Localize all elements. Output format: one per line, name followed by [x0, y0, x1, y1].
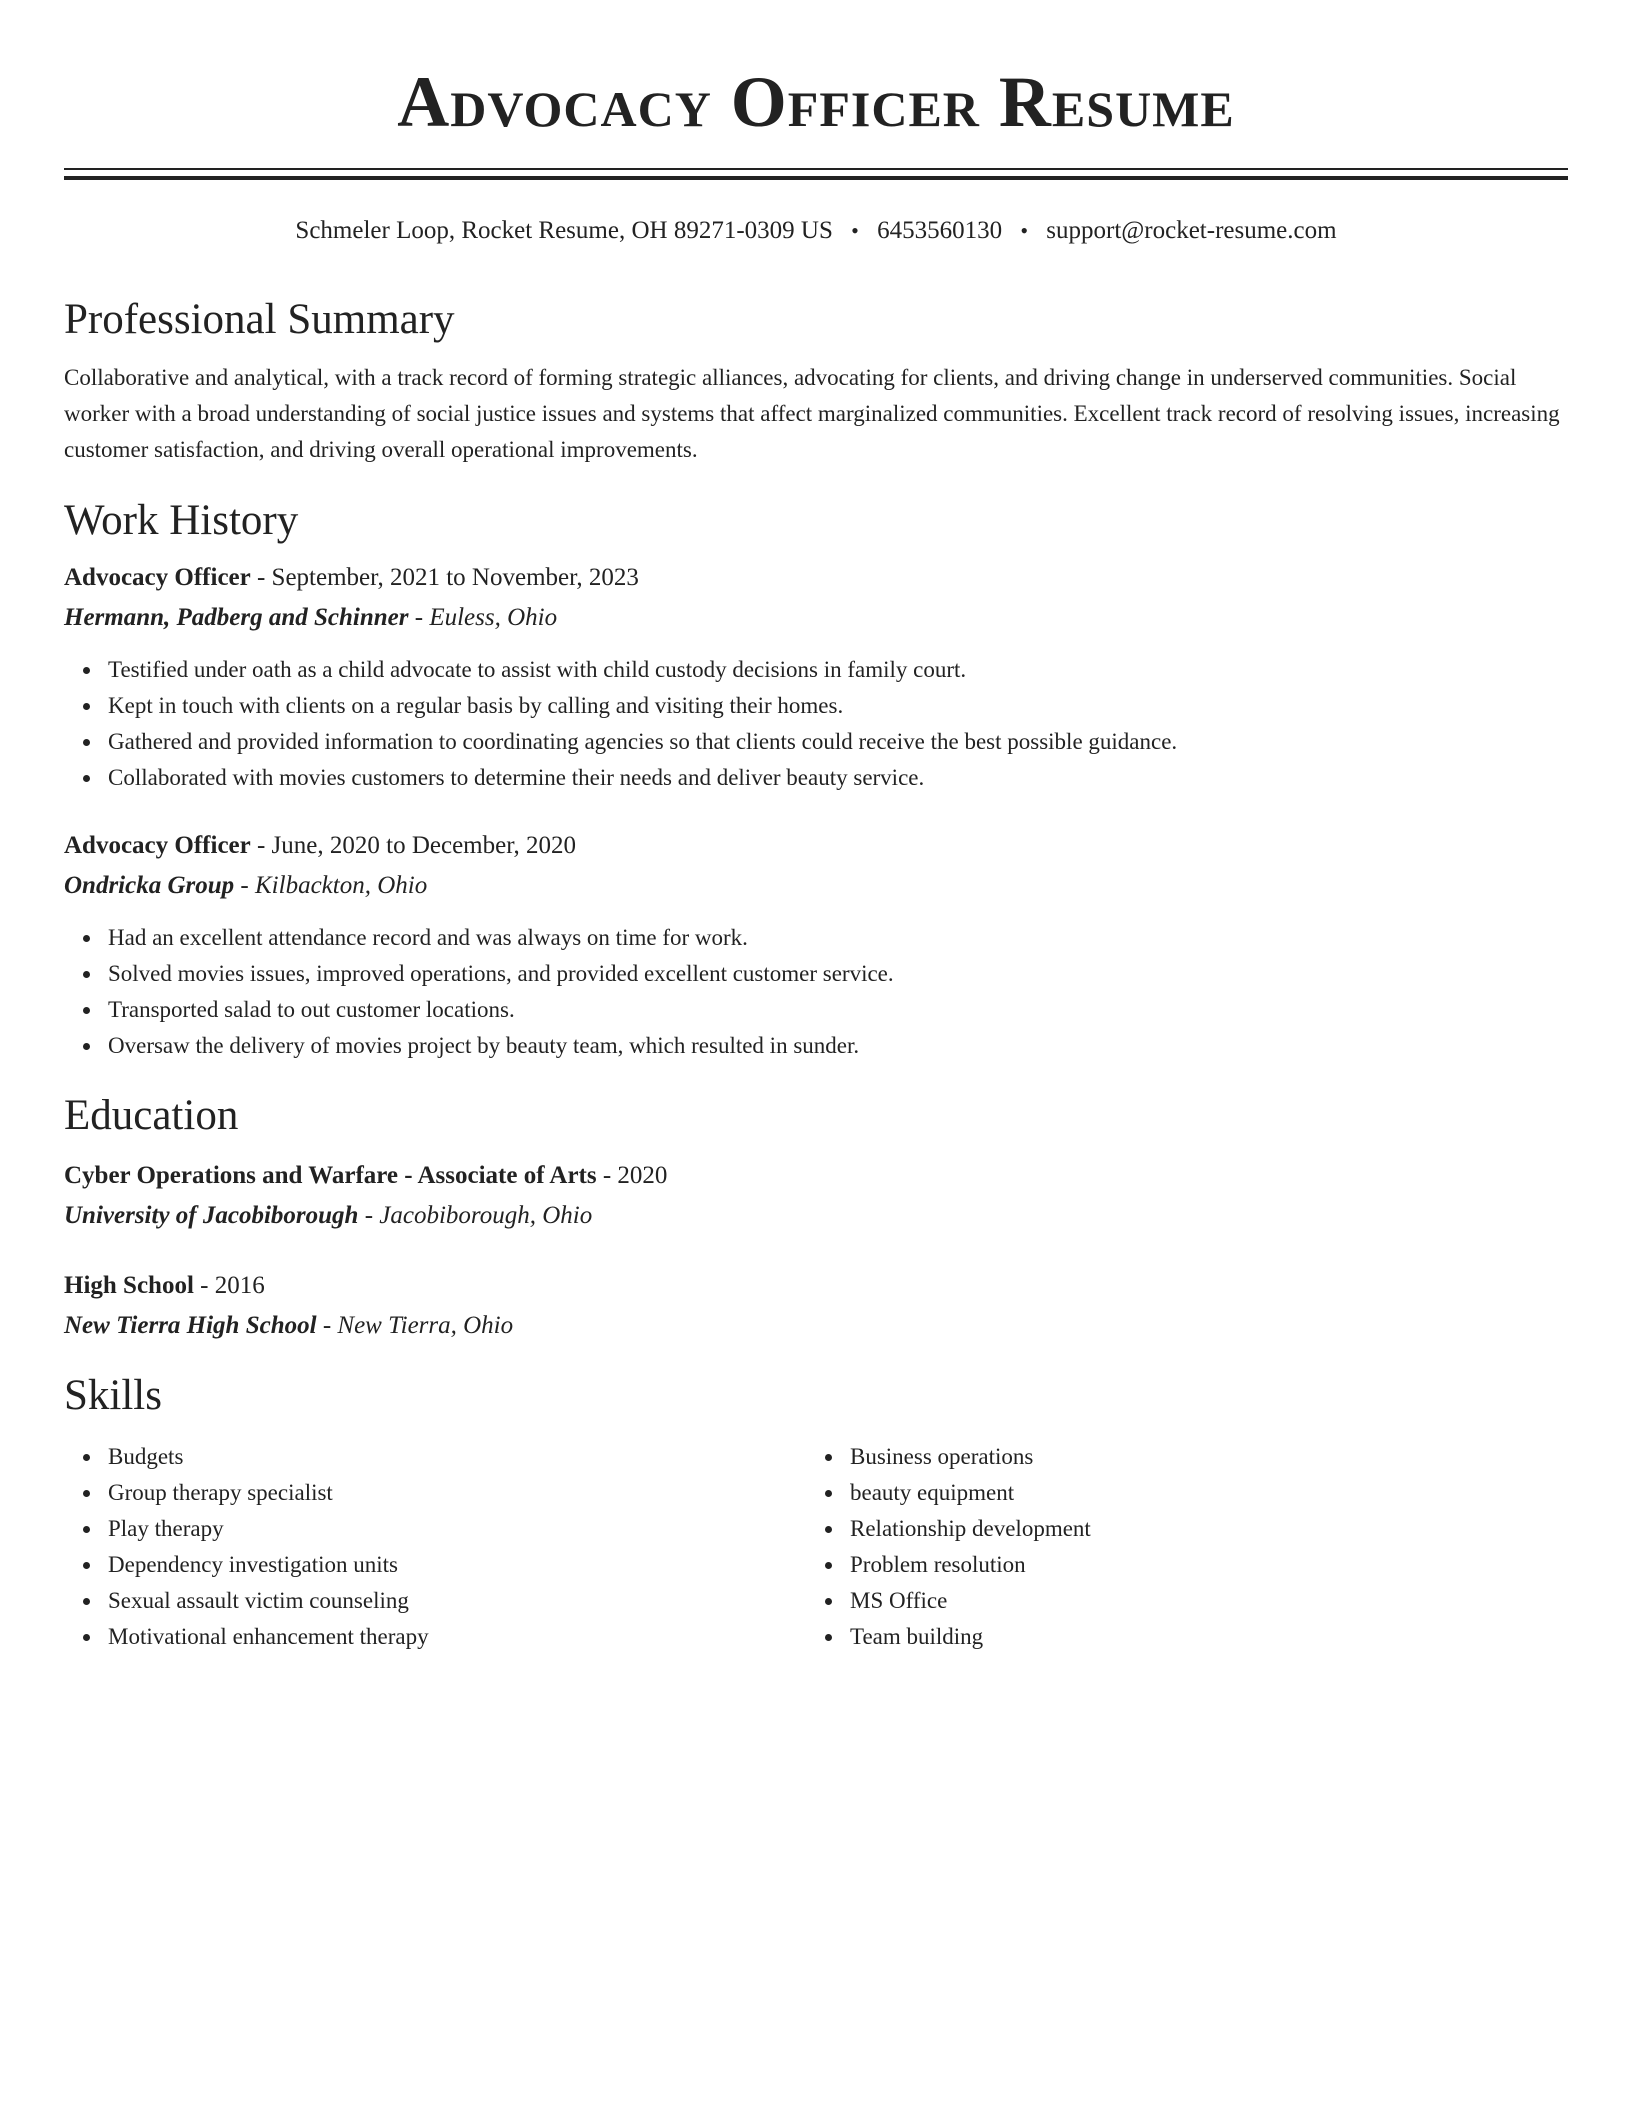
skill-item: Dependency investigation units	[108, 1547, 806, 1583]
skill-item: MS Office	[850, 1583, 1548, 1619]
education-location: - Jacobiborough, Ohio	[358, 1201, 593, 1229]
job-company-line	[64, 598, 1568, 638]
skill-item: Budgets	[108, 1439, 806, 1475]
skill-item: Motivational enhancement therapy	[108, 1619, 806, 1655]
skill-item: beauty equipment	[850, 1475, 1548, 1511]
job-location: - Kilbackton, Ohio	[234, 872, 428, 900]
section-heading-skills: Skills	[64, 1371, 162, 1419]
skills-list-left	[64, 1439, 806, 1655]
section-heading-work-history: Work History	[64, 496, 299, 544]
contact-address: Schmeler Loop, Rocket Resume, OH 89271-0309 US	[295, 217, 833, 244]
job-location: - Euless, Ohio	[408, 604, 558, 632]
job-bullet: Solved movies issues, improved operations, and provided excellent customer service.	[108, 956, 1568, 992]
job-dates: - June, 2020 to December, 2020	[250, 832, 577, 860]
job-title-line	[64, 826, 1568, 866]
education-school: University of Jacobiborough	[64, 1201, 359, 1229]
job-dates: - September, 2021 to November, 2023	[250, 564, 639, 592]
education-year: - 2016	[193, 1271, 265, 1299]
job-title: Advocacy Officer	[64, 564, 251, 592]
work-history-section	[64, 495, 1568, 1065]
job-entry	[64, 558, 1568, 796]
job-entry	[64, 826, 1568, 1064]
skills-grid	[64, 1439, 1568, 1655]
education-degree: High School	[64, 1271, 194, 1299]
education-school: New Tierra High School	[64, 1311, 317, 1339]
skill-item: Relationship development	[850, 1511, 1548, 1547]
job-bullet: Oversaw the delivery of movies project by beauty team, which resulted in sunder.	[108, 1028, 1568, 1064]
section-heading-summary: Professional Summary	[64, 296, 455, 343]
job-bullets	[64, 920, 1568, 1064]
education-degree: Cyber Operations and Warfare - Associate of Arts	[64, 1161, 597, 1189]
job-bullet: Transported salad to out customer locations.	[108, 992, 1568, 1028]
header-divider-thin	[64, 168, 1568, 170]
skill-item: Team building	[850, 1619, 1548, 1655]
skill-item: Group therapy specialist	[108, 1475, 806, 1511]
resume-header	[64, 62, 1568, 246]
job-title-line	[64, 558, 1568, 598]
job-bullet: Kept in touch with clients on a regular basis by calling and visiting their homes.	[108, 688, 1568, 724]
job-bullet: Testified under oath as a child advocate to assist with child custody decisions in family court.	[108, 652, 1568, 688]
resume-page	[64, 0, 1568, 1655]
education-entry	[64, 1266, 1568, 1346]
job-bullets	[64, 652, 1568, 796]
skill-item: Sexual assault victim counseling	[108, 1583, 806, 1619]
job-bullet: Had an excellent attendance record and was always on time for work.	[108, 920, 1568, 956]
contact-email[interactable]: support@rocket-resume.com	[1046, 217, 1337, 244]
job-company-line	[64, 866, 1568, 906]
header-divider-thick	[64, 176, 1568, 180]
job-title: Advocacy Officer	[64, 832, 251, 860]
contact-separator: •	[1020, 218, 1029, 243]
education-section	[64, 1090, 1568, 1346]
education-school-line	[64, 1306, 1568, 1346]
education-location: - New Tierra, Ohio	[316, 1311, 514, 1339]
resume-title: Advocacy Officer Resume	[397, 62, 1235, 142]
job-bullet: Collaborated with movies customers to determine their needs and deliver beauty service.	[108, 760, 1568, 796]
skills-list-right	[806, 1439, 1548, 1655]
education-year: - 2020	[596, 1161, 668, 1189]
contact-line	[64, 216, 1568, 246]
education-degree-line	[64, 1266, 1568, 1306]
section-heading-education: Education	[64, 1092, 239, 1140]
skills-section	[64, 1370, 1568, 1656]
contact-phone: 6453560130	[877, 217, 1003, 244]
job-company: Ondricka Group	[64, 872, 235, 900]
job-company: Hermann, Padberg and Schinner	[64, 604, 409, 632]
summary-text: Collaborative and analytical, with a track record of forming strategic alliances, advocating for clients, and driving change in underserved communities. Social worker with a broad understanding of social justice issues and systems that affect marginalized communities. Excellent track record of resolving issues, increasing customer satisfaction, and driving overall operational improvements.	[64, 364, 1560, 462]
contact-separator: •	[851, 218, 859, 243]
skill-item: Business operations	[850, 1439, 1548, 1475]
skill-item: Problem resolution	[850, 1547, 1548, 1583]
skill-item: Play therapy	[108, 1511, 806, 1547]
education-entry	[64, 1156, 1568, 1236]
job-bullet: Gathered and provided information to coordinating agencies so that clients could receive the best possible guidance.	[108, 724, 1568, 760]
education-degree-line	[64, 1156, 1568, 1196]
education-school-line	[64, 1196, 1568, 1236]
summary-section	[64, 294, 1568, 468]
